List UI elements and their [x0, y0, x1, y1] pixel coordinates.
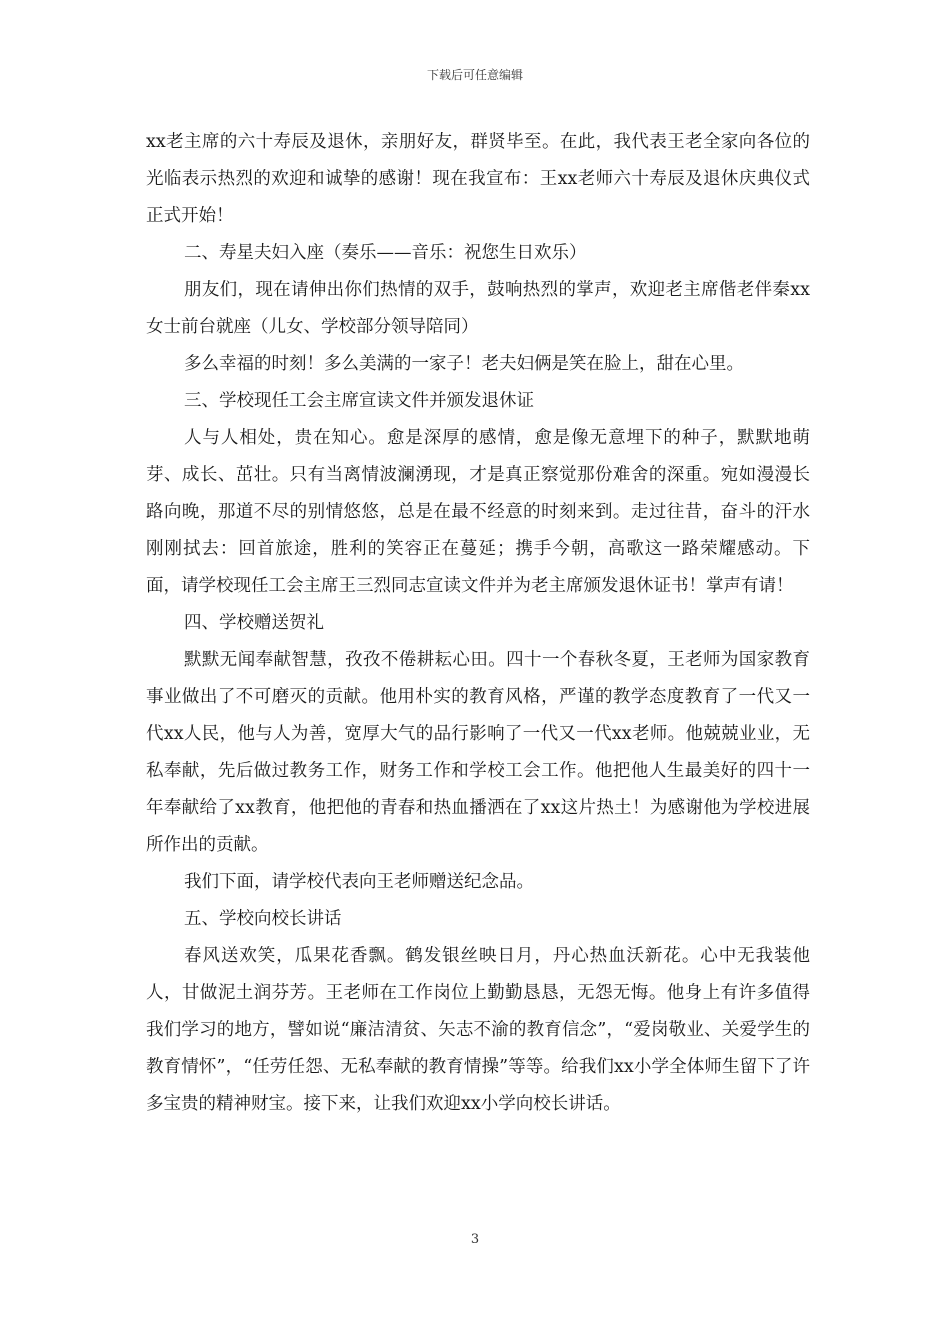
paragraph: 人与人相处，贵在知心。愈是深厚的感情，愈是像无意埋下的种子，默默地萌芽、成长、茁壮。只有当离情波澜湧现，才是真正察觉那份难舍的深重。宛如漫漫长路向晚，那道不尽的别情悠悠，总是在最不经意的时刻来到。走过往昔，奋斗的汗水刚刚拭去：回首旅途，胜利的笑容正在蔓延；携手今朝，高歌这一路荣耀感动。下面，请学校现任工会主席王三烈同志宣读文件并为老主席颁发退休证书！掌声有请！ — [146, 428, 810, 596]
page-number: 3 — [470, 1232, 480, 1247]
page-header: 下载后可任意编辑 — [426, 68, 523, 82]
section-heading-3: 三、学校现任工会主席宣读文件并颁发退休证 — [184, 391, 534, 411]
paragraph: 春风送欢笑，瓜果花香飘。鹤发银丝映日月，丹心热血沃新花。心中无我装他人，甘做泥土润芬芳。王老师在工作岗位上勤勤恳恳，无怨无悔。他身上有许多值得我们学习的地方，譬如说“廉洁清贫、矢志不渝的教育信念”，“爱岗敬业、关爱学生的教育情怀”，“任劳任怨、无私奉献的教育情操”等等。给我们xx小学全体师生留下了许多宝贵的精神财宝。接下来，让我们欢迎xx小学向校长讲话。 — [146, 946, 810, 1114]
section-heading-5: 五、学校向校长讲话 — [184, 909, 342, 929]
paragraph: 我们下面，请学校代表向王老师赠送纪念品。 — [184, 872, 534, 892]
section-heading-2: 二、寿星夫妇入座（奏乐——音乐：祝您生日欢乐） — [184, 243, 587, 263]
paragraph: 默默无闻奉献智慧，孜孜不倦耕耘心田。四十一个春秋冬夏，王老师为国家教育事业做出了不可磨灭的贡献。他用朴实的教育风格，严谨的教学态度教育了一代又一代xx人民，他与人为善，宽厚大气的品行影响了一代又一代xx老师。他兢兢业业，无私奉献，先后做过教务工作，财务工作和学校工会工作。他把他人生最美好的四十一年奉献给了xx教育，他把他的青春和热血播洒在了xx这片热土！为感谢他为学校进展所作出的贡献。 — [146, 650, 810, 855]
paragraph: 多么幸福的时刻！多么美满的一家子！老夫妇俩是笑在脸上，甜在心里。 — [184, 354, 744, 374]
section-heading-4: 四、学校赠送贺礼 — [184, 613, 324, 633]
paragraph: 朋友们，现在请伸出你们热情的双手，鼓响热烈的掌声，欢迎老主席偕老伴秦xx女士前台就座（儿女、学校部分领导陪同） — [146, 280, 810, 337]
paragraph-opening: xx老主席的六十寿辰及退休，亲朋好友，群贤毕至。在此，我代表王老全家向各位的光临表示热烈的欢迎和诚挚的感谢！现在我宣布：王xx老师六十寿辰及退休庆典仪式正式开始！ — [146, 132, 810, 226]
document-body — [146, 124, 810, 1123]
